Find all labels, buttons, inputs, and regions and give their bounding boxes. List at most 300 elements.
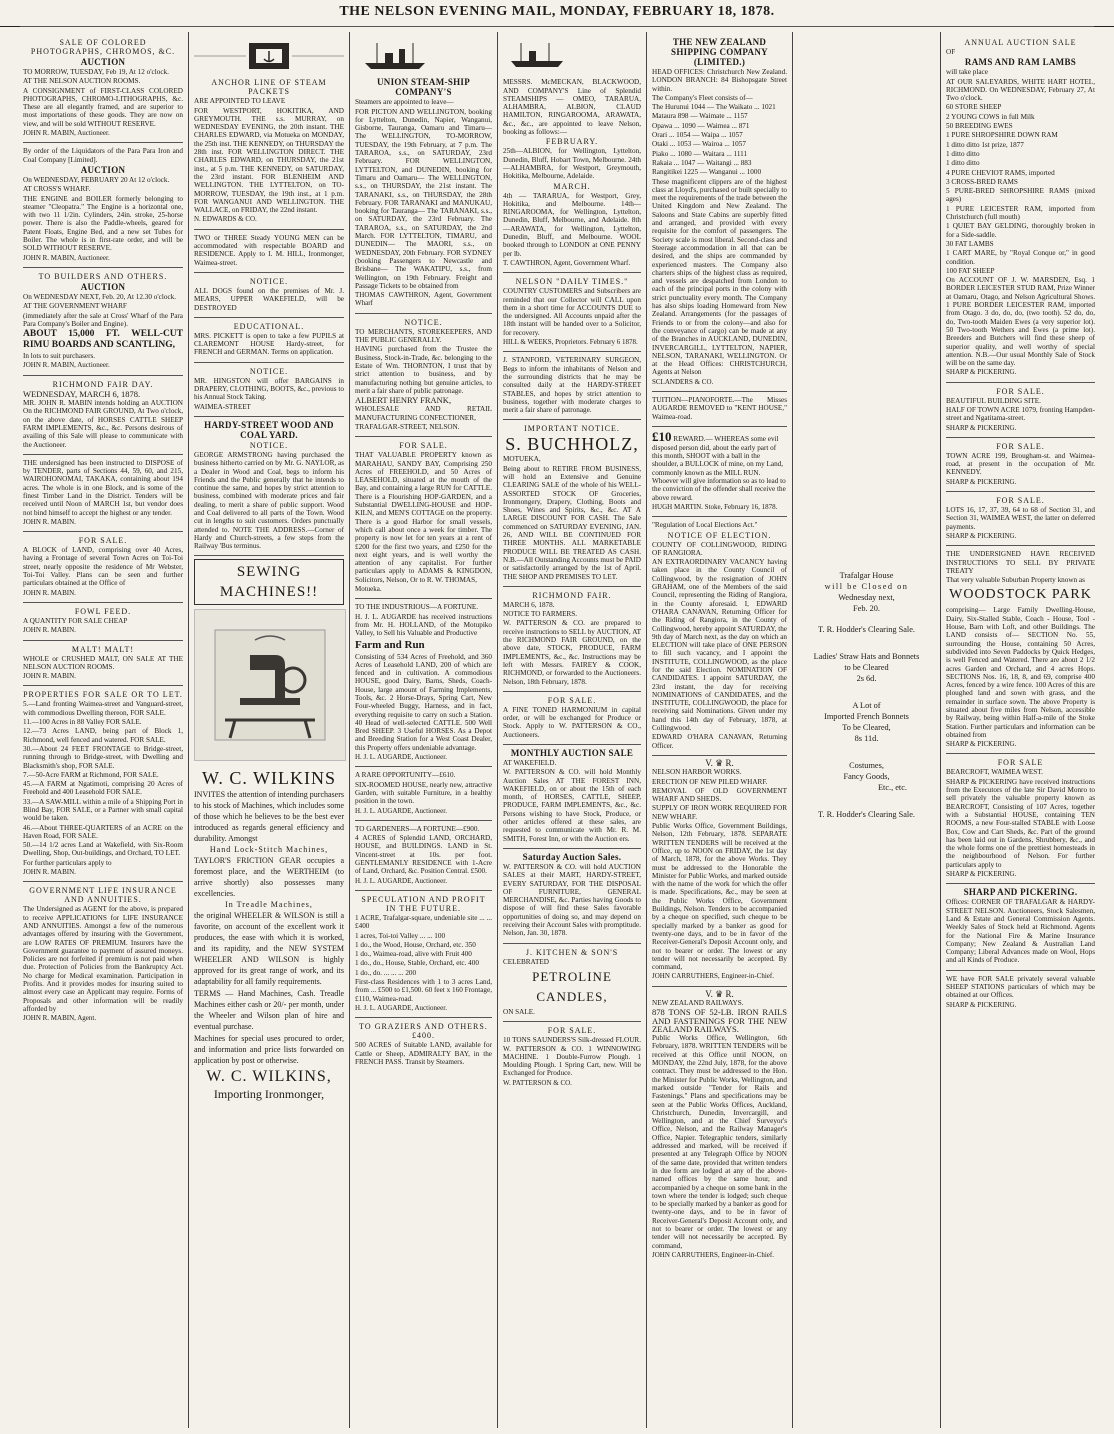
ad-head: TO BUILDERS AND OTHERS.: [38, 271, 168, 281]
wilkins-footer-sub: Importing Ironmonger,: [213, 1086, 325, 1101]
column-7: [940, 32, 1100, 1428]
ad-signature: WAIMEA-STREET: [194, 402, 251, 411]
property-item: 46.—About THREE-QUARTERS of an ACRE on the Haven Road, FOR SALE.: [23, 823, 183, 840]
month-heading: MARCH.: [553, 181, 591, 191]
confectioner-trade: WHOLESALE AND RETAIL MANUFACTURING CONFECTIONER,: [355, 405, 492, 422]
speculation-item: 1 acres, Toi-toi Valley ... ... 100: [355, 931, 446, 940]
ad-signature: SHARP & PICKERING.: [946, 423, 1017, 432]
ad-body: W. PATTERSON & CO. will hold AUCTION SALES at their MART, HARDY-STREET, EVERY SATURDAY, FOR THE DISPOSAL OF FURNITURE, GENERAL MERCHANDISE, &c. Parties having Goods to dispose of will find these Sales favorable opportunities of doing so, and may depend on receiving their Account Sales with promptitude. Nelson, Jan. 30, 1878.: [503, 862, 641, 938]
ad-rams-sale: [946, 34, 1095, 383]
ad-head: HARDY-STREET WOOD AND COAL YARD.: [204, 419, 334, 440]
ad-head: RICHMOND FAIR DAY.: [52, 379, 154, 389]
sewing-machine-illustration: [194, 609, 346, 761]
ad-body: Being about to RETIRE FROM BUSINESS, will hold an Extensive and Genuine CLEARING SALE of the whole of his WELL-ASSORTED STOCK OF Groceries, Ironmongery, Drapery, Clothing, Boots and Shoes, Wines and Spirits, &c., &c. AT A LARGE DISCOUNT FOR CASH. The Sale commenced on SATURDAY EVENING, JAN. 26, AND WILL BE CONTINUED FOR THREE MONTHS. ALL MARKETABLE PRODUCE WILL BE TREATED AS CASH. N.B.—All Outstanding Accounts must be PAID or satisfactorily arranged by the 1st of April. THE SHOP AND PREMISES TO LET.: [503, 464, 641, 581]
ad-sub: OF: [946, 48, 956, 56]
speculation-item: 1 do., do., House, Stable, Orchard, etc. 400: [355, 959, 479, 968]
ad-body: A QUANTITY FOR SALE CHEAP: [23, 616, 128, 625]
ad-signature: SCLANDERS & CO.: [652, 377, 714, 386]
ad-body: (immediately after the sale at Cross' Wharf of the Para Para Company's Boiler and Engine).: [23, 311, 183, 328]
ad-body: 4 ACRES of Splendid LAND, ORCHARD, HOUSE, and BUILDINGS. LAND in St. Vincent-street at 10s. per foot. GENTLEMANLY RESIDENCE with 1-Acre of Land, Orchard, &c. Position Central. £500.: [355, 834, 492, 876]
ad-body: A CONSIGNMENT of FIRST-CLASS COLORED PHOTOGRAPHS, CHROMO-LITHOGRAPHS, &c. These are all elegantly framed, and are superior to most importations of these goods. They are now on view, and will be sold WITHOUT RESERVE.: [23, 86, 183, 128]
ad-body-2: On ACCOUNT OF J. W. MARSDEN, Esq. 1 BORDER LEICESTER STUD RAM, Prize Winner at Oamaru, Otago, and Nelson Agricultural Shows. 1 PURE BORDER LEICESTER RAM, imported from Otago. 3 do, do, do, (two tooth). 52 do, do, do, Two-tooth Maiden Ewes (a very superior lot). 50 Two-tooth Wethers and Ewes (a prime lot). Breeders and Butchers will find these sheep of superior quality, and well worthy of special attention. N.B.—Our usual Monthly Sale of Stock will be on the same day.: [946, 276, 1095, 368]
ad-sub: AT WAKEFIELD.: [503, 759, 557, 767]
ad-body: SIX-ROOMED HOUSE, nearly new, attractive Garden, with suitable Furniture, in a healthy position in the town.: [355, 780, 492, 806]
confectioner-name: ALBERT HENRY FRANK,: [355, 395, 452, 406]
ad-head: TO GARDENERS—A FORTUNE—£900.: [355, 824, 480, 833]
ad-body: These magnificent clippers are of the highest class at Lloyd's, purchased or built specially to meet the requirements of the trade between the United Kingdom and New Zealand. The Saloons and State Cabins are superbly fitted and arranged, and provided with every requisite for the comfort of passengers. The Society scale is most liberal. Second-class and Steerage accommodation in all that can be desired, and the ships are commanded by experienced masters. The Company also charters ships of the highest class as required, and vessels are despatched from London to each of the principal ports in the colony with strict punctuality every month. The Company has also ships loading Homeward from New Zealand. Arrangements (for the passages of Friends to or from the colony—and also for the conveyance of cargo) can be made at any of the Branches in AUCKLAND, DUNEDIN, INVERCARGILL, LYTTELTON, NAPIER, NELSON, TARANAKI, WELLINGTON. Or at the Head Offices: CHRISTCHURCH, Agents at Nelson: [652, 177, 787, 377]
stock-item: 60 STORE SHEEP: [946, 103, 1002, 112]
speculation-item: 1 ACRE, Trafalgar-square, undeniable site ... ... £400: [355, 913, 492, 931]
stock-item: 1 ditto ditto 1st prize, 1877: [946, 140, 1024, 149]
ad-signature: HUGH MARTIN. Stoke, February 16, 1878.: [652, 502, 778, 511]
ad-body: H. J. L. AUGARDE has received instructions from Mr. H. HOLLAND, of the Motupiko Valley, to Sell his Valuable and Productive: [355, 612, 492, 638]
ad-head: "Regulation of Local Elections Act.": [652, 521, 758, 530]
ad-body: GEORGE ARMSTRONG having purchased the business hitherto carried on by Mr. G. NAYLOR, as a Dealer in Wood and Coal, begs to inform his Friends and the Public generally that he intends to continue the same, and hopes by strict attention to business, combined with moderate prices and fair dealing, to merit a share of public support. Wood and Coal delivered to all parts of the Town. Wood cut in lengths to suit customers. Orders punctually attended to. NOTE THE ADDRESS.—Corner of Hardy and Church-streets, a few steps from the Railway 'Bus terminus.: [194, 450, 344, 551]
treadle-machines-body: the original WHEELER & WILSON is still a favorite, on account of the excellent work it produces, the ease with which it is worked, and its rapidity, and the NEW SYSTEM WHEELER AND WILSON is highly approved for its great range of work, and its adaptability for all family requirements.: [194, 910, 344, 986]
ad-signature: JOHN CARRUTHERS, Engineer-in-Chief.: [652, 1250, 774, 1259]
fleet-row: Orari ... 1054 — Waipa ... 1057: [652, 131, 743, 140]
ad-signature: H. J. L. AUGARDE, Auctioneer.: [355, 806, 447, 815]
ad-sub: CELEBRATED: [503, 957, 549, 966]
ad-signature: JOHN R. MABIN, Auctioneer.: [23, 129, 110, 138]
ad-signature: Motueka.: [355, 585, 382, 594]
ad-body: The Undersigned as AGENT for the above, is prepared to receive APPLICATIONS for LIFE INSURANCE AND ANNUITIES. Amongst a few of the numerous advantages offered by insuring with the Government, are LOW RATES OF PREMIUM. Insurers have the Government guarantee to payment of assured moneys. Policies are not forfeited if premium is not paid when due. Protection of Policies from the Bankruptcy Act. No charge for Medical examination. Participation in Profits. And it provides modes for insuring suited to almost every case an Applicant may require. Forms of Proposals and other information will be readily afforded by: [23, 905, 183, 1013]
ad-head: NELSON HARBOR WORKS.: [652, 768, 742, 777]
ad-foot: ON SALE.: [503, 1007, 535, 1016]
ad-head: By order of the Liquidators of the Para Para Iron and Coal Company [Limited].: [23, 147, 183, 164]
reward-amount: £10: [652, 428, 672, 444]
fleet-row: Rangitikei 1225 — Wanganui ... 1000: [652, 168, 762, 177]
masthead: [0, 4, 1114, 27]
wilkins-footer-name: W. C. WILKINS,: [206, 1067, 332, 1085]
ad-signature: JOHN R. MABIN.: [23, 626, 76, 635]
ad-head: GOVERNMENT LIFE INSURANCE AND ANNUITIES.: [29, 886, 177, 905]
ad-body: MRS. PICKETT is open to take a few PUPILS at CLAREMONT HOUSE Hardy-street, for FRENCH and GERMAN. Terms on application.: [194, 331, 344, 357]
column-2: [188, 32, 349, 1428]
wilkins-name: W. C. WILKINS: [202, 767, 336, 788]
ad-head: SPECULATION AND PROFIT IN THE FUTURE.: [361, 894, 486, 913]
ad-body: HALF OF TOWN ACRE 1079, fronting Hampden-street and Ngatitama-street.: [946, 405, 1095, 423]
notice-line: To be Cleared,: [842, 723, 891, 732]
ad-head: Saturday Auction Sales.: [522, 851, 622, 862]
stock-item: 5 PURE-BRED SHROPSHIRE RAMS (mixed ages): [946, 187, 1095, 204]
speculation-item: 1 do., Waimea-road, alive with Fruit 400: [355, 950, 472, 959]
page-columns: [18, 32, 1100, 1428]
property-item: 12.—73 Acres LAND, being part of Block 1, Richmond, well fenced and watered. FOR SALE.: [23, 727, 183, 744]
ad-confectioner: [355, 314, 492, 438]
ad-head: SHARP AND PICKERING.: [963, 887, 1078, 898]
ad-flour: [503, 1022, 641, 1092]
ad-head: TO THE INDUSTRIOUS—A FORTUNE.: [355, 603, 479, 612]
ad-harbor-works: [652, 756, 787, 987]
ad-signature: JOHN R. MABIN, Agent.: [23, 1014, 97, 1023]
ad-head: THE NEW ZEALAND SHIPPING COMPANY (LIMITED.): [671, 37, 768, 67]
ad-head: NOTICE.: [404, 317, 443, 327]
ad-head: FOR SALE.: [547, 695, 597, 705]
ad-place: AT THE GOVERNMENT WHARF: [23, 302, 127, 311]
ad-title-3: SUPPLY OF IRON WORK REQUIRED FOR NEW WHARF.: [652, 804, 787, 821]
vr-crest-icon: V. ♛ R.: [705, 988, 734, 999]
ad-body: Public Works Office, Government Buildings, Nelson, 12th February, 1878. SEPARATE WRITTEN TENDERS will be received at the Office, up to NOON on FRIDAY, the 1st day of March, 1878, for the above Works. They must be addressed to the Honorable the Minister for Public Works, and marked outside with the name of the work for which the offer is made. Specifications, &c., may be seen at the Public Works Office, Government Buildings, Nelson. Tenders to be accompanied by a cheque on specified, such cheque to be specially marked by a banker as good for twenty-one days, and to be in favor of the Receiver-General's Deposit Account only, and not to bearer or order. The lowest or any tender will not necessarily be accepted. By command,: [652, 822, 787, 972]
masthead-title: THE NELSON EVENING MAIL, MONDAY, FEBRUARY 18, 1878.: [339, 4, 775, 19]
ad-head: SALE OF COLORED PHOTOGRAPHS, CHROMOS, &C.: [30, 38, 176, 56]
stock-item: 50 BREEDING EWES: [946, 122, 1013, 131]
ad-signature: JOHN CARRUTHERS, Engineer-in-Chief.: [652, 972, 774, 981]
ad-body: Offices: CORNER OF TRAFALGAR & HARDY-STREET NELSON. Auctioneers, Stock Salesmen, Land & Estate and General Commission Agents. Weekly Sales of Stock held at Richmond. Agents for the National Fire & Marine Insurance Company; New Zealand & Australian Land Company; Liberal Advances made on Wool, Hops and all Kinds of Produce.: [946, 898, 1095, 965]
ad-head: UNION STEAM-SHIP COMPANY'S: [376, 77, 471, 98]
notice-line: A Lot of: [852, 701, 881, 710]
ad-lots: In lots to suit purchasers.: [23, 352, 96, 361]
ad-head: TO GRAZIERS AND OTHERS. £400.: [359, 1022, 488, 1041]
ad-rare-opportunity: [355, 767, 492, 820]
ad-body: THAT VALUABLE PROPERTY known as MARAHAU, SANDY BAY, Comprising 250 Acres of FREEHOLD, and 50 Acres of LEASEHOLD, situated at the mouth of the Bay, and containing a large RUN for CATTLE. There is a Flourishing HOP-GARDEN, and a Substantial DWELLING-HOUSE and HOP-KILN, and MEN'S COTTAGE on the property. There is a good Harbor for small vessels, which call about once a week for timber. The property is now let for ten years at a rent of £200 for the first two years, and £250 for the next eight years, and is well worthy the attention of any capitalist. For further particulars apply to ADAMS & KINGDON, Solicitors, Nelson, Or to R. W. THOMAS,: [355, 451, 492, 584]
ad-signature: JOHN R. MABIN.: [23, 517, 76, 526]
ad-fowl-feed: [23, 603, 183, 641]
notice-line: T. R. Hodder's Clearing Sale.: [818, 625, 915, 634]
notice-line: Feb. 20.: [853, 604, 880, 613]
stock-item: 2 YOUNG COWS in full Milk: [946, 112, 1035, 121]
ad-marahau: [355, 437, 492, 599]
ad-head: FOR SALE.: [399, 441, 448, 451]
ad-wood-coal-yard: [194, 417, 344, 557]
stock-item: 1 ditto ditto: [946, 149, 980, 158]
property-item: 7.—50-Acre FARM at Richmond, FOR SALE.: [23, 770, 159, 779]
ad-body: WE have FOR SALE privately several valuable SHEEP STATIONS particulars of which may be obtained at our Offices.: [946, 974, 1095, 1000]
ad-town-acre: [946, 438, 1095, 492]
ad-signature: JOHN R. MABIN.: [23, 868, 76, 877]
ad-body: AT OUR SALEYARDS, WHITE HART HOTEL, RICHMOND. On WEDNESDAY, February 27, At Two o'clock.: [946, 77, 1095, 103]
ad-body: Public Works Office, Wellington, 6th February, 1878. WRITTEN TENDERS will be received at this Office until NOON, on MONDAY, the 22nd July, 1878, for the above contract. They must be addressed to the Hon. the Minister for Public Works, Wellington, and marked outside "Tender for Rails and Fastenings." Plans and specifications may be seen at the Public Works Offices, Auckland, Christchurch, Dunedin, Invercargill, and Wellington, and at the Chief Surveyor's Office, Nelson, and the Railway Manager's Office, Napier. Telegraphic tenders, similarly addressed and marked, will be received if presented at any Telegraph Office by NOON of the same date, provided that written tenders in due form are lodged at any of the above-named offices by the same hour, and accompanied by a cheque on some bank in the town where the tender is lodged; such cheque to be specially marked by a banker as good for twenty-one days, and to be in favor of Receiver-General's Deposit Account only, and not to bearer or order. The lowest or any tender will not necessarily be accepted. By command,: [652, 1034, 787, 1250]
ad-signature: H. J. L. AUGARDE, Auctioneer.: [355, 876, 447, 885]
ad-malt: [23, 641, 183, 687]
ad-body: A BLOCK of LAND, comprising over 40 Acres, having a Frontage of several Town Acres on Toi-Toi street, nearly opposite the residence of Mr Webster, Toi-Toi Valley. Plans can be seen and further particulars obtained at the Office of: [23, 546, 183, 588]
ad-body: FOR PICTON AND WELLINGTON, booking for Lyttelton, Dunedin, Napier, Wanganui, Gisborne, Tauranga, Oamaru and Timaru— The WELLINGTON, TO-MORROW, TUESDAY, the 19th February, at 7 p.m. The TARAROA, s.s., on SATURDAY, 23rd February. FOR WELLINGTON, LYTTELTON, and DUNEDIN, booking for Timaru and Oamaru— The WELLINGTON, s.s., on THURSDAY, the 21st instant. The TARANAKI, s.s., on THURSDAY, the 28th February. FOR TARANAKI and MANUKAU, booking for Tauranga— The TARANAKI, s.s., on SATURDAY, the 23rd February. The TARAROA, s.s., on SATURDAY, the 2nd March. FOR LYTTELTON, TIMARU, and DUNEDIN— The MAORI, s.s., on WEDNESDAY, 20th February. FOR SYDNEY (booking Passengers to Newcastle and Brisbane— The WAKATIPU, s.s., from Wellington, on 19th February. Freight and Passage Tickets to be obtained from: [355, 107, 492, 290]
stock-item: 100 FAT SHEEP: [946, 266, 995, 275]
ad-lots: [946, 492, 1095, 546]
ad-veterinary: [503, 352, 641, 420]
ad-body: THE ENGINE and BOILER formerly belonging to steamer "Cleopatra." The Engine is a horizontal one, with two 11 1/2in. Cylinders, 24in. stroke, 25-horse power. There is also the Paddle-wheels, geared for Patent Floats, Engine Bed, and a new set Tubes for Boiler. The whole is in first-rate order, and will be SOLD WITHOUT RESERVE.: [23, 194, 183, 253]
ad-signature: SHARP & PICKERING.: [946, 740, 1017, 749]
ad-harmonium: [503, 692, 641, 745]
ad-signature: JOHN R. MABIN, Auctioneer.: [23, 361, 110, 370]
ad-body: THE undersigned has been instructed to DISPOSE of by TENDER, parts of Sections 44, 59, 60, and 215, WAIROHONOMAI, TAKAKA, containing about 194 acres. The whole is in one Block, and is some of the finest Timber Land in the District. Tenders will be received until Noon of MARCH 1st, but vendor does not bind himself to accept the highest or any tender.: [23, 458, 183, 517]
offices-text: HEAD OFFICES: Christchurch New Zealand. LONDON BRANCH: 84 Bishopsgate Street within.: [652, 68, 787, 93]
ad-body: W. PATTERSON & CO. will hold Monthly Auction Sales AT THE FOREST INN, WAKEFIELD, on or about the 15th of each month, of HORSES, CATTLE, SHEEP, PRODUCE, FARM IMPLEMENTS, &c., &c. Persons wishing to have Stock, Produce, or other articles offered at these sales, are requested to communicate with Mr. R. M. SMITH, Forest Inn, or with the Auction ers.: [503, 768, 641, 843]
ad-head: FOR SALE.: [996, 496, 1045, 506]
ad-signature: H. J. L. AUGARDE, Auctioneer.: [355, 1003, 447, 1012]
ad-sub: That very valuable Suburban Property known as: [946, 576, 1085, 585]
column-1: [18, 32, 188, 1428]
ad-sub: BEAUTIFUL BUILDING SITE.: [946, 396, 1041, 405]
ad-body-2: Consisting of 534 Acres of Freehold, and 360 Acres of Leasehold LAND, 200 of which are fenced and in cultivation. A commodious HOUSE, good Dairy, Barns, Sheds, Coach-House, large amount of Farming Implements, Tools, &c. 2 Horse-Drays, Spring Cart, New Four-wheeled Buggy, Harness, and in fact, everything requisite to carry on such a Station. 40 Head of well-selected CATTLE. 500 Well Bred SHEEP. 3 Useful HORSES. As a Depot and Breeding Station for a West Coast Dealer, this Property offers undeniable advantage.: [355, 652, 492, 752]
month-heading: FEBRUARY.: [545, 137, 599, 147]
ad-head: RICHMOND FAIR.: [532, 590, 612, 600]
property-item: 50.—14 1/2 acres Land at Wakefield, with Six-Room Dwelling, Shop, Out-buildings, and Orchard, TO LET.: [23, 841, 183, 858]
ad-head: THE UNDERSIGNED HAVE RECEIVED INSTRUCTIONS TO SELL BY PRIVATE TREATY: [946, 550, 1095, 575]
ad-body: COUNTRY CUSTOMERS and Subscribers are reminded that our Collector will CALL upon them in a short time for ACCOUNTS DUE to the undersigned. All Accounts unpaid after the 18th instant will be handed over to a Solicitor, for recovery.: [503, 287, 641, 337]
ad-body: FOR WESTPORT, HOKITIKA, AND GREYMOUTH. THE s.s. MURRAY, on WEDNESDAY EVENING, the 20th instant. THE CHARLES EDWARD, via Motueka on MONDAY, the 25th inst. THE KENNEDY, on THURSDAY the 28th inst. FOR WELLINGTON DIRECT. THE CHARLES EDWARD, on THURSDAY, the 21st inst., at 5 p.m. THE KENNEDY, on SATURDAY, the 23rd instant. FOR BLENHEIM AND WELLINGTON. THE LYTTELTON, on TO-MORROW, TUESDAY, the 19th inst., at 1 p.m. FOR WANGANUI AND WELLINGTON. THE WALLACE, on FRIDAY, the 22nd instant.: [194, 106, 344, 215]
ad-head: MONTHLY AUCTION SALE: [510, 748, 634, 758]
ad-sub: Steamers are appointed to leave—: [355, 98, 454, 107]
ad-body: TUITION—PIANOFORTE.—The Misses AUGARDE REMOVED to "KENT HOUSE," Waimea-road.: [652, 395, 787, 421]
confectioner-address: TRAFALGAR-STREET, NELSON.: [355, 422, 460, 431]
ad-head: ANCHOR LINE OF STEAM PACKETS: [211, 78, 327, 97]
notice-line: Costumes,: [849, 761, 884, 770]
ad-tuition: [652, 392, 787, 427]
fleet-row: Opawa ... 1090 — Waimea ... 871: [652, 121, 750, 130]
ad-signature: SHARP & PICKERING.: [946, 870, 1017, 879]
ad-head: FOR SALE: [997, 758, 1044, 768]
ad-foot: For further particulars apply to: [23, 858, 112, 867]
ad-head: NOTICE.: [249, 366, 289, 376]
ad-head: FOWL FEED.: [74, 606, 132, 616]
ad-tender-wairohonomai: [23, 455, 183, 532]
ad-signature: SHARP & PICKERING.: [946, 1000, 1017, 1009]
ad-signature: EDWARD O'HARA CANAVAN, Returning Officer.: [652, 733, 787, 750]
ad-sub: TO MERCHANTS, STOREKEEPERS, AND THE PUBLIC GENERALLY.: [355, 327, 492, 345]
ad-head: EDUCATIONAL.: [233, 321, 305, 331]
ad-signature: SHARP & PICKERING.: [946, 368, 1017, 377]
ad-saturday-sales: [503, 849, 641, 944]
property-item: 11.—100 Acres in 88 Valley FOR SALE.: [23, 718, 142, 727]
notice-line: will be Closed on: [824, 582, 909, 591]
speculation-item: 1 do., the Wood, House, Orchard, etc. 350: [355, 940, 476, 949]
ad-head: FOR SALE.: [78, 536, 128, 546]
ad-anchor-line: [194, 34, 344, 230]
ad-signature: W. PATTERSON & CO.: [503, 1078, 572, 1087]
treadle-machines-heading: In Treadle Machines,: [225, 899, 313, 909]
ad-body: ALL DOGS found on the premises of Mr. J. MEARS, UPPER WAKEFIELD, will be DESTROYED: [194, 286, 344, 312]
ad-engine-boiler: [23, 143, 183, 268]
ad-title-2: REMOVAL OF OLD GOVERNMENT WHARF AND SHEDS.: [652, 786, 787, 804]
sewing-banner: SEWING MACHINES!!: [194, 559, 344, 605]
fleet-row: Rakaia ... 1047 — Waitangi ... 883: [652, 158, 752, 167]
ad-head: FOR SALE.: [996, 386, 1045, 396]
ad-head: MESSRS. McMECKAN, BLACKWOOD, AND COMPANY'S Line of Splendid STEAMSHIPS — OMEO, TARARUA, ALHAMBRA, ALBION, CLAUD HAMILTON, RINGAROOMA, ARAWATA, &c., &c., are appointed to leave Nelson, booking as follows:—: [503, 78, 641, 137]
stock-item: 1 PURE LEICESTER RAM, imported from Christchurch (full mouth): [946, 204, 1095, 222]
property-item: 30.—About 24 FEET FRONTAGE to Bridge-street, running through to Bridge-street, with Dwelling and Blacksmith's shop, FOR SALE.: [23, 744, 183, 770]
ad-signature: JOHN R. MABIN.: [23, 672, 76, 681]
notice-line: Fancy Goods,: [843, 772, 890, 781]
ad-farm-and-run: [355, 599, 492, 767]
ad-body-2: 4th — TARARUA, for Westport, Grey, Hokitika, and Melbourne. 14th—RINGAROOMA, for Wellington, Lyttelton, Dunedin, Bluff, Melbourne, and Adelaide. 8th—ARAWATA, for Wellington, Lyttelton, Dunedin, Bluff, and Melbourne. WOOL booked through to LONDON at ONE PENNY per lb.: [503, 191, 641, 258]
ad-builders: [23, 268, 183, 376]
notice-line: to be Cleared: [844, 663, 889, 672]
fleet-row: The Hurunui 1044 — The Waikato ... 1021: [652, 103, 776, 112]
ad-signature: THOMAS CAWTHRON, Agent, Government Wharf: [355, 291, 492, 308]
column-3: [349, 32, 497, 1428]
ad-body: A FINE TONED HARMONIUM in capital order, or will be exchanged for Produce or Stock. Apply to W. PATTERSON & CO., Auctioneers.: [503, 705, 641, 739]
ad-photographs: [23, 34, 183, 143]
ad-foot: First-class Residences with 1 to 3 acres Land, from ... £500 to £1,500. 60 feet x 160 Frontage, £110, Waimea-road.: [355, 978, 492, 1003]
notice-line: 8s 11d.: [854, 734, 879, 743]
ad-head: NELSON "DAILY TIMES.": [515, 277, 629, 287]
ad-bearcroft: [946, 754, 1095, 884]
ad-place: AT CROSS'S WHARF.: [23, 185, 91, 194]
ad-signature: SHARP & PICKERING.: [946, 531, 1017, 540]
speculation-item: 1 do., do. ... ... ... 200: [355, 968, 417, 977]
ad-date: WEDNESDAY, MARCH 6, 1878.: [23, 388, 141, 399]
ad-dogs-notice: [194, 273, 344, 318]
vr-crest-icon: V. ♛ R.: [705, 757, 734, 768]
anchor-line-flag-icon: [194, 39, 344, 73]
ad-signature: HILL & WEEKS, Proprietors. February 6 1878.: [503, 338, 638, 347]
stock-item: 3 CROSS-BRED RAMS: [946, 177, 1018, 186]
ad-sub: BEARCROFT, WAIMEA WEST.: [946, 768, 1043, 777]
stock-item: 1 ditto ditto: [946, 159, 980, 168]
ad-title: 878 TONS OF 52-LB. IRON RAILS AND FASTENINGS FOR THE NEW ZEALAND RAILWAYS.: [652, 1007, 787, 1034]
ad-educational: [194, 318, 344, 363]
ad-petroline-candles: [503, 944, 641, 1023]
ad-buchholz: [503, 420, 641, 586]
ad-body: WHOLE or CRUSHED MALT, ON SALE AT THE NELSON AUCTION ROOMS.: [23, 654, 183, 671]
ad-body: MR. JOHN R. MABIN intends holding an AUCTION On the RICHMOND FAIR GROUND, At Two o'clock, on the above date, of HORSES CATTLE SHEEP FARM IMPLEMENTS, &c., &c. Persons desirous of availing of this Sale will please to communicate with the Auctioneer.: [23, 399, 183, 449]
ad-head: PROPERTIES FOR SALE OR TO LET.: [23, 690, 183, 700]
property-item: 45.—A FARM at Ngatimoti, comprising 20 Acres of Freehold and 400 Leasehold FOR SALE.: [23, 780, 183, 797]
ad-body: REWARD.— WHEREAS some evil disposed person did, about the early part of this month, SHOOT with a ball in the shoulder, a BULLOCK of mine, on my Land, commonly known as the MILL RUN. Whoever will give information so as to lead to the conviction of the offender shall receive the above reward.: [652, 434, 786, 502]
ad-head: NOTICE.: [249, 276, 289, 286]
buchholz-name: S. BUCHHOLZ,: [505, 434, 639, 455]
fleet-row: Otaki ... 1053 — Wairoa ... 1057: [652, 140, 746, 149]
column-5: [646, 32, 792, 1428]
ad-body: 25th—ALBION, for Wellington, Lyttelton, Dunedin, Bluff, Hobart Town, Melbourne. 24th—ALHAMBRA, for Westport, Greymouth, Hokitika, Melbourne, Adelaide.: [503, 147, 641, 181]
repair-text: Machines for special uses procured to order, and information and price lists forwarded on application by post or otherwise.: [194, 1033, 344, 1065]
stock-item: 4 PURE CHEVIOT RAMS, imported: [946, 168, 1055, 177]
fleet-heading: The Company's Fleet consists of—: [652, 93, 753, 102]
woodstock-title: WOODSTOCK PARK: [949, 587, 1092, 603]
ad-sewing-machines: [194, 556, 344, 1104]
ad-head: FOR SALE.: [996, 441, 1045, 451]
ad-woodstock-park: [946, 546, 1095, 754]
ad-date: On WEDNESDAY NEXT, Feb. 20, At 12.30 o'clock.: [23, 292, 177, 301]
ad-title: AUCTION: [80, 164, 126, 175]
ad-body: SHARP & PICKERING have received instructions from the Executors of the late Sir David Monro to sell privately the valuable property known as BEARCROFT, Consisting of 107 Acres, together with a Substantial HOUSE, containing TEN ROOMS, a new Four-stalled STABLE with Loose Box, Cow and Cart Sheds, &c. Part of the ground has been laid out in Gardens, Shrubbery, &c., and the whole forms one of the prettiest homesteads in the neighbourhood of Nelson. For further particulars apply to: [946, 777, 1095, 869]
ad-sub: COUNTY OF COLLINGWOOD, RIDING OF RANGIORA.: [652, 540, 787, 557]
ad-head: FOR SALE.: [547, 1026, 597, 1036]
ad-highlight: ABOUT 15,000 FT. WELL-CUT RIMU BOARDS AND SCANTLING,: [23, 329, 183, 351]
ad-signature: H. J. L. AUGARDE, Auctioneer.: [355, 753, 447, 762]
stock-item: 1 PURE SHROPSHIRE DOWN RAM: [946, 131, 1058, 140]
property-item: 5.—Land fronting Waimea-street and Vanguard-street, with commodious Dwelling thereon, FOR SALE.: [23, 700, 183, 717]
ad-body: J. STANFORD, VETERINARY SURGEON, Begs to inform the inhabitants of Nelson and the surrounding districts that he may be consulted daily at the HARDY-STREET STABLES, and hopes by strict attention to business, together with moderate charges to merit a fair share of patronage.: [503, 356, 641, 415]
ad-body: INVITES the attention of intending purchasers to his stock of Machines, which includes some of those which he believes to be the best ever introduced as regards general efficiency and durability. Amongst: [194, 789, 344, 843]
ad-place: AT THE NELSON AUCTION ROOMS.: [23, 77, 141, 86]
ad-title: NOTICE.: [249, 440, 289, 450]
ad-body: 10 TONS SAUNDERS'S Silk-dressed FLOUR. W. PATTERSON & CO. 1 WINNOWING MACHINE. 1 Double-Furrow Plough. 1 Moulding Plough. 1 Spring Cart, new. Will be Exchanged for Produce.: [503, 1036, 641, 1078]
ad-title: AUCTION: [80, 281, 126, 292]
ad-nz-shipping: [652, 34, 787, 392]
ad-reward: [652, 427, 787, 517]
stock-item: 1 QUIET BAY GELDING, thoroughly broken in for a Side-saddle.: [946, 222, 1095, 239]
hand-machines-heading: Hand Lock-Stitch Machines,: [209, 844, 329, 854]
ad-head: NEW ZEALAND RAILWAYS.: [652, 998, 744, 1007]
ad-sub-2: will take place: [946, 68, 988, 77]
ad-title: RAMS AND RAM LAMBS: [964, 57, 1077, 68]
notice-line: T. R. Hodder's Clearing Sale.: [818, 810, 915, 819]
ad-building-site: [946, 383, 1095, 438]
ad-head: ANNUAL AUCTION SALE: [964, 38, 1077, 47]
ad-body: TWO or THREE Steady YOUNG MEN can be accommodated with respectable BOARD and RESIDENCE. Apply to I. M. HILL, Ironmonger, Waimea-street.: [194, 233, 344, 267]
stock-item: 1 CART MARE, by "Royal Conque or," in good condition.: [946, 249, 1095, 266]
masthead-rule: [20, 26, 1094, 27]
ad-date: TO MORROW, TUESDAY, Feb 19, At 12 o'clock.: [23, 68, 169, 76]
ad-daily-times: [503, 273, 641, 352]
fleet-row: Piako ... 1080 — Waitara ... 1111: [652, 149, 748, 158]
ad-body: HAVING purchased from the Trustee the Business, Stock-in-Trade, &c. belonging to the Estate of Wm. THORNTON, I trust that by strict attention to business, and by manufacturing nothing but genuine articles, to merit a fair share of public patronage.: [355, 345, 492, 395]
ad-body: comprising— Large Family Dwelling-House, Dairy, Six-Stalled Stable, Coach - House, Tool - House, Barn with Loft, and other Buildings. The LAND consists of— SECTION No. 55, surrounding the House, containing 50 Acres, subdivided into Seven Paddocks by Quick Hedges, is well Fenced and Watered. There are about 2 1/2 acres Garden and Orchard, and 4 acres Hops. SECTIONS Nos. 16, 18, 8, and 69, comprise 400 Acres, fenced by a wire fence. 100 Acres of this are ploughed land and sown with grass, and the remainder in surface sown. The above Property is situated about five miles from Nelson, accessible by Railway, being within Half-a-mile of the Stoke Station. Further particulars and information can be obtained from: [946, 606, 1095, 739]
petroline-title: PETROLINE CANDLES,: [532, 968, 612, 1004]
ad-body: W. PATTERSON & CO. are prepared to receive instructions to SELL by AUCTION, AT the RICHMOND FAIR GROUND, on the above date, STOCK, PRODUCE, FARM IMPLEMENTS, &c., &c. Instructions may be left with Messrs. FAIREY & COOK, RICHMOND, or forwarded to the Auctioneers. Nelson, 18th February, 1878.: [503, 619, 641, 686]
notice-line: Ladies' Straw Hats and Bonnets: [813, 652, 920, 661]
ad-land-sale: [23, 532, 183, 603]
ad-title: AUCTION: [80, 57, 126, 67]
hand-machines-body: TAYLOR'S FRICTION GEAR occupies a foremost place, and the WERTHEIM (to arrive shortly) also possesses many excellencies.: [194, 855, 344, 898]
ad-signature: N. EDWARDS & CO.: [194, 215, 257, 224]
ad-sub: NOTICE TO FARMERS.: [503, 610, 578, 619]
ad-body: LOTS 16, 17, 37, 39, 64 to 68 of Section 31, and Section 31, WAIMEA WEST, the latter on deferred payments.: [946, 506, 1095, 531]
ad-life-insurance: [23, 882, 183, 1027]
ad-date: On WEDNESDAY, FEBRUARY 20 At 12 o'clock.: [23, 175, 170, 184]
notice-line: Imported French Bonnets: [824, 712, 909, 721]
ad-richmond-fair-day: [23, 376, 183, 455]
ad-graziers: [355, 1018, 492, 1071]
ad-title-1: ERECTION OF NEW PILED WHARF.: [652, 777, 768, 786]
ad-sharp-pickering: [946, 884, 1095, 970]
notice-line: Etc., etc.: [877, 783, 907, 792]
notice-line: 2s 6d.: [856, 674, 877, 683]
ad-signature: JOHN R. MABIN.: [23, 588, 76, 597]
ad-notice-of-election: [652, 517, 787, 756]
fleet-row: Mataura 898 — Waimate ... 1157: [652, 112, 748, 121]
ad-sub: ARE APPOINTED TO LEAVE: [194, 97, 286, 106]
terms-text: TERMS — Hand Machines, Cash. Treadle Machines either cash or 20/- per month, under the Wheeler and Wilson plan of hire and eventual purchase.: [194, 988, 344, 1031]
stock-item: 30 FAT LAMBS: [946, 239, 994, 248]
column-6: [792, 32, 940, 1428]
ad-body: TOWN ACRE 199, Brougham-st. and Waimea-road, at present in the occupation of Mr. KENNEDY.: [946, 451, 1095, 477]
ad-head: J. KITCHEN & SON'S: [525, 947, 619, 957]
ad-monthly-auction: [503, 745, 641, 849]
ad-date: MARCH 6, 1878.: [503, 600, 555, 609]
ad-nz-railways: [652, 987, 787, 1265]
ad-hingston: [194, 363, 344, 417]
ad-head: MALT! MALT!: [71, 644, 135, 654]
ad-gardeners: [355, 821, 492, 891]
property-item: 33.—A SAW-MILL within a mile of a Shipping Port in Blind Bay, FOR SALE, or a Partner with small capital would be taken.: [23, 797, 183, 823]
notice-line: Trafalgar House: [839, 571, 894, 580]
ad-highlight: Farm and Run: [355, 638, 425, 651]
column-4: [497, 32, 646, 1428]
ad-title: NOTICE OF ELECTION.: [667, 530, 772, 540]
ad-body: MR. HINGSTON will offer BARGAINS in DRAPERY, CLOTHING, BOOTS, &c., previous to his Annual Stock Taking.: [194, 376, 344, 402]
ad-union-steamship: [355, 34, 492, 314]
steamship-icon: [355, 39, 493, 73]
ad-mcmeckan-blackwood: [503, 34, 641, 273]
ad-speculation: [355, 891, 492, 1018]
ad-body: 500 ACRES of Suitable LAND, available for Cattle or Sheep, ADMIRALTY BAY, in the FRENCH PASS. Transit by Steamers.: [355, 1041, 492, 1066]
buchholz-town: MOTUEKA,: [503, 455, 541, 464]
ad-properties: [23, 686, 183, 882]
ad-board-residence: [194, 230, 344, 273]
ad-signature: T. CAWTHRON, Agent, Government Wharf.: [503, 258, 631, 267]
steamship-icon: [503, 39, 641, 73]
ad-signature: SHARP & PICKERING.: [946, 477, 1017, 486]
ad-body: AN EXTRAORDINARY VACANCY having taken place in the County Council of Collingwood, by the resignation of JOHN GRAHAM, one of the Members of the said Council, representing the Riding of Rangiora, in the County aforesaid. I, EDWARD O'HARA CANAVAN, Returning Officer for the Riding of Rangiora, in the County of Collingwood, hereby appoint SATURDAY, the 9th day of March next, as the day on which an ELECTION will take place of ONE PERSON to fill such vacancy, and I appoint the INSTITUTE, COLLINGWOOD, as the place for the said Election. NOMINATION OF CANDIDATES. I appoint SATURDAY, the 23rd instant, the day for receiving NOMINATIONS of CANDIDATES, and the INSTITUTE, COLLINGWOOD, the place for receiving said Nominations. Given under my hand this 14th day of February, 1878, at Collingwood.: [652, 558, 787, 733]
ad-richmond-fair: [503, 587, 641, 692]
ad-sheep-stations: [946, 971, 1095, 1014]
trafalgar-house-notice: [798, 570, 935, 820]
ad-signature: JOHN R. MABIN, Auctioneer.: [23, 253, 110, 262]
ad-head: A RARE OPPORTUNITY—£610.: [355, 771, 456, 780]
